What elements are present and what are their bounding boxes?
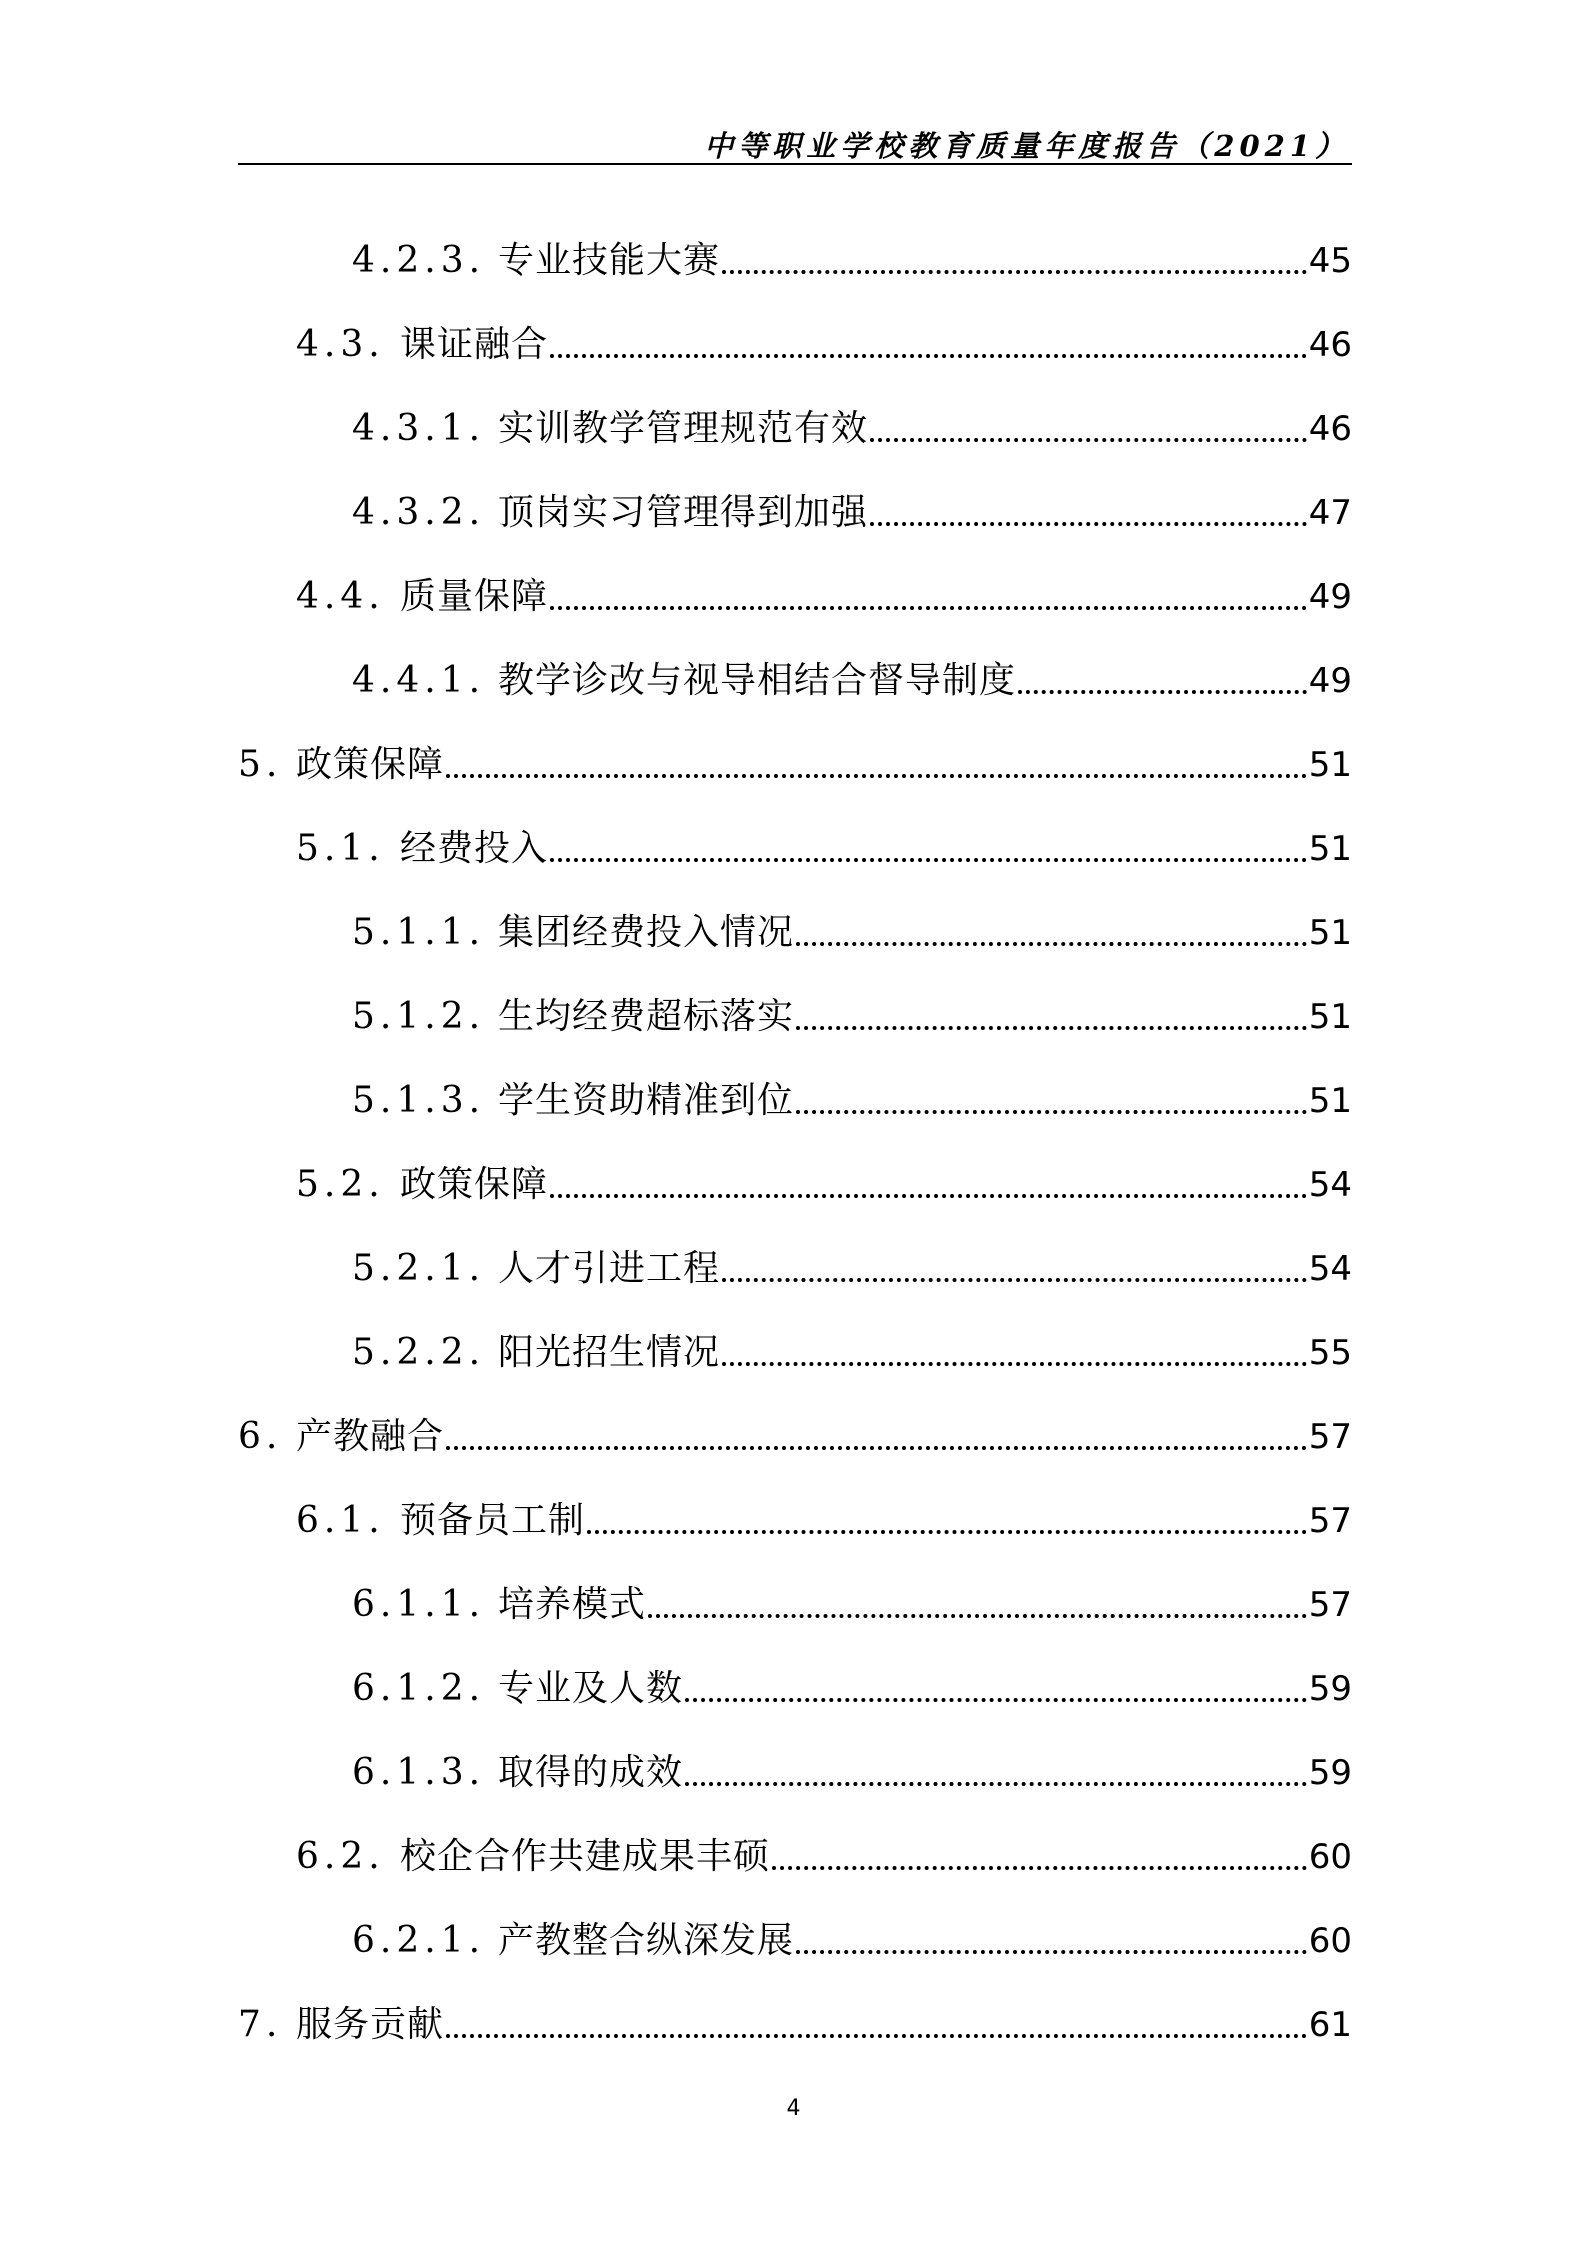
- toc-entry-page: 60: [1308, 1921, 1352, 1961]
- toc-entry-number: 5.2.: [296, 1164, 385, 1205]
- toc-entry[interactable]: [238, 1879, 1352, 1963]
- toc-entry-title: 集团经费投入情况: [498, 912, 795, 953]
- toc-entry-title: 取得的成效: [498, 1752, 684, 1793]
- toc-entry-number: 5.: [238, 744, 283, 785]
- toc-entry-page: 54: [1308, 1165, 1352, 1205]
- toc-dot-leader: [685, 1698, 1307, 1702]
- toc-entry-page: 55: [1308, 1333, 1352, 1373]
- toc-dot-leader: [796, 1110, 1307, 1114]
- toc-entry-number: 5.1.1.: [352, 912, 486, 953]
- toc-dot-leader: [772, 1866, 1307, 1870]
- toc-dot-leader: [1018, 690, 1307, 694]
- toc-entry[interactable]: [238, 1039, 1352, 1123]
- toc-entry-page: 46: [1308, 409, 1352, 449]
- toc-entry-number: 5.2.2.: [352, 1332, 486, 1373]
- toc-entry[interactable]: [238, 787, 1352, 871]
- toc-dot-leader: [722, 1362, 1307, 1366]
- toc-entry[interactable]: [238, 1459, 1352, 1543]
- toc-dot-leader: [446, 2034, 1307, 2038]
- toc-entry[interactable]: [238, 703, 1352, 787]
- toc-entry-number: 5.1.: [296, 828, 385, 869]
- toc-dot-leader: [796, 942, 1307, 946]
- toc-entry-number: 4.3.2.: [352, 492, 486, 533]
- toc-entry[interactable]: [238, 955, 1352, 1039]
- toc-entry-title: 人才引进工程: [498, 1248, 721, 1289]
- toc-entry-number: 6.1.2.: [352, 1668, 486, 1709]
- toc-entry-number: 4.4.: [296, 576, 385, 617]
- toc-entry-page: 54: [1308, 1249, 1352, 1289]
- toc-entry-title: 经费投入: [400, 828, 549, 869]
- toc-dot-leader: [446, 774, 1307, 778]
- toc-entry-title: 生均经费超标落实: [498, 996, 795, 1037]
- toc-entry-title: 实训教学管理规范有效: [498, 408, 869, 449]
- toc-entry-title: 产教融合: [296, 1416, 445, 1457]
- toc-entry-title: 培养模式: [498, 1584, 647, 1625]
- toc-dot-leader: [587, 1530, 1307, 1534]
- toc-dot-leader: [550, 606, 1307, 610]
- toc-entry[interactable]: [238, 367, 1352, 451]
- table-of-contents: [238, 199, 1352, 2047]
- toc-entry-page: 51: [1308, 1081, 1352, 1121]
- toc-dot-leader: [796, 1026, 1307, 1030]
- toc-entry-page: 51: [1308, 829, 1352, 869]
- toc-entry-number: 6.1.3.: [352, 1752, 486, 1793]
- toc-entry[interactable]: [238, 1963, 1352, 2047]
- toc-dot-leader: [550, 354, 1307, 358]
- toc-entry-number: 6.2.: [296, 1836, 385, 1877]
- toc-entry-title: 阳光招生情况: [498, 1332, 721, 1373]
- toc-entry-title: 专业及人数: [498, 1668, 684, 1709]
- toc-entry-page: 51: [1308, 745, 1352, 785]
- toc-entry[interactable]: [238, 1795, 1352, 1879]
- toc-entry-number: 5.2.1.: [352, 1248, 486, 1289]
- toc-entry-number: 5.1.2.: [352, 996, 486, 1037]
- toc-entry-title: 服务贡献: [296, 2004, 445, 2045]
- toc-entry-number: 7.: [238, 2004, 283, 2045]
- toc-entry-number: 6.1.1.: [352, 1584, 486, 1625]
- toc-entry-title: 政策保障: [296, 744, 445, 785]
- toc-entry-page: 57: [1308, 1417, 1352, 1457]
- toc-entry-page: 57: [1308, 1501, 1352, 1541]
- toc-entry-title: 专业技能大赛: [498, 240, 721, 281]
- toc-entry-title: 课证融合: [400, 324, 549, 365]
- toc-entry[interactable]: [238, 1627, 1352, 1711]
- toc-entry-number: 4.4.1.: [352, 660, 486, 701]
- toc-entry[interactable]: [238, 1543, 1352, 1627]
- toc-dot-leader: [648, 1614, 1307, 1618]
- toc-dot-leader: [550, 1194, 1307, 1198]
- toc-entry-number: 4.3.: [296, 324, 385, 365]
- toc-entry-title: 学生资助精准到位: [498, 1080, 795, 1121]
- toc-entry[interactable]: [238, 283, 1352, 367]
- toc-dot-leader: [446, 1446, 1307, 1450]
- toc-entry-number: 6.2.1.: [352, 1920, 486, 1961]
- toc-entry[interactable]: [238, 619, 1352, 703]
- toc-dot-leader: [550, 858, 1307, 862]
- toc-entry[interactable]: [238, 535, 1352, 619]
- toc-entry-page: 59: [1308, 1669, 1352, 1709]
- toc-dot-leader: [796, 1950, 1307, 1954]
- toc-dot-leader: [870, 438, 1307, 442]
- toc-entry-page: 61: [1308, 2005, 1352, 2045]
- toc-dot-leader: [685, 1782, 1307, 1786]
- toc-entry-page: 51: [1308, 913, 1352, 953]
- toc-entry-page: 46: [1308, 325, 1352, 365]
- toc-entry[interactable]: [238, 871, 1352, 955]
- toc-entry-title: 校企合作共建成果丰硕: [400, 1836, 771, 1877]
- toc-entry[interactable]: [238, 1375, 1352, 1459]
- toc-entry[interactable]: [238, 199, 1352, 283]
- toc-entry-page: 45: [1308, 241, 1352, 281]
- toc-entry-title: 产教整合纵深发展: [498, 1920, 795, 1961]
- toc-dot-leader: [870, 522, 1307, 526]
- toc-entry-number: 5.1.3.: [352, 1080, 486, 1121]
- toc-entry-page: 49: [1308, 661, 1352, 701]
- toc-dot-leader: [722, 1278, 1307, 1282]
- page-number: 4: [786, 2096, 801, 2121]
- toc-dot-leader: [722, 270, 1307, 274]
- toc-entry[interactable]: [238, 451, 1352, 535]
- header-title: 中等职业学校教育质量年度报告（2021）: [704, 129, 1349, 163]
- toc-entry[interactable]: [238, 1207, 1352, 1291]
- header-divider: [238, 163, 1352, 165]
- toc-entry-title: 顶岗实习管理得到加强: [498, 492, 869, 533]
- toc-entry-number: 4.2.3.: [352, 240, 486, 281]
- toc-entry-title: 质量保障: [400, 576, 549, 617]
- toc-entry[interactable]: [238, 1291, 1352, 1375]
- toc-entry-number: 6.: [238, 1416, 283, 1457]
- toc-entry-page: 49: [1308, 577, 1352, 617]
- toc-entry-page: 60: [1308, 1837, 1352, 1877]
- toc-entry-title: 预备员工制: [400, 1500, 586, 1541]
- toc-entry-title: 教学诊改与视导相结合督导制度: [498, 660, 1017, 701]
- toc-entry-page: 51: [1308, 997, 1352, 1037]
- toc-entry-number: 6.1.: [296, 1500, 385, 1541]
- toc-entry[interactable]: [238, 1711, 1352, 1795]
- toc-entry-page: 59: [1308, 1753, 1352, 1793]
- toc-entry-number: 4.3.1.: [352, 408, 486, 449]
- toc-entry-title: 政策保障: [400, 1164, 549, 1205]
- toc-entry-page: 57: [1308, 1585, 1352, 1625]
- toc-entry[interactable]: [238, 1123, 1352, 1207]
- toc-entry-page: 47: [1308, 493, 1352, 533]
